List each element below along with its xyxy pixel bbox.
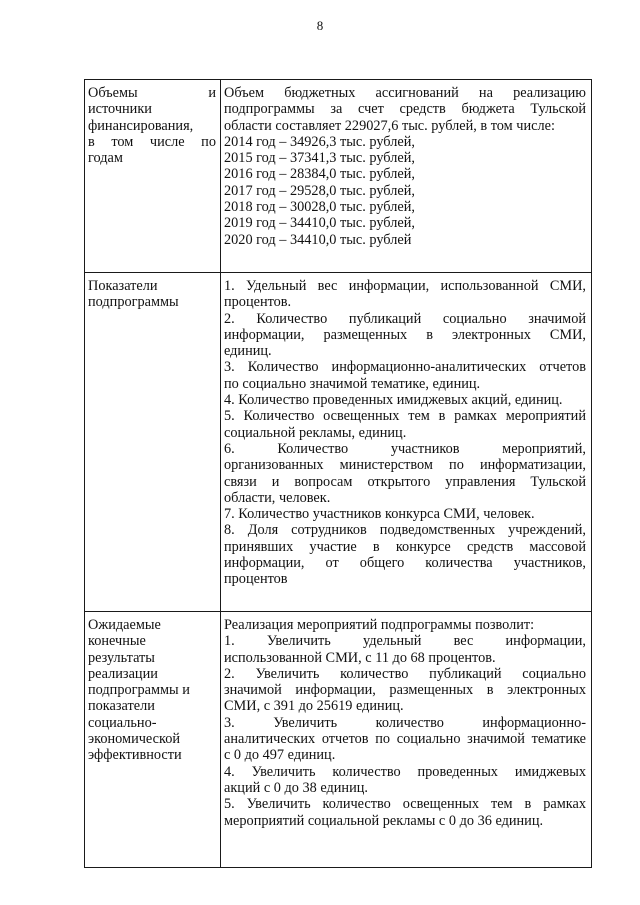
label-line: подпрограммы и [88,682,190,699]
label-line: источники [88,101,152,118]
content-line: 2017 год – 29528,0 тыс. рублей, [224,182,415,199]
label-line: Ожидаемые [88,617,161,633]
content-line: области, человек. [224,489,331,506]
content-line: 5. Количество освещенных тем в рамках мероприятий [224,408,586,425]
label-line: подпрограммы [88,294,179,311]
content-line: процентов. [224,294,292,311]
content-line: связи и вопросам открытого управления Тульской [224,473,586,490]
content-line: подпрограммы за счет средств бюджета Тульской [224,101,586,118]
row-content-indicators [221,273,592,612]
content-line: 3. Увеличить количество информационно- [224,714,586,731]
label-line: годам [88,150,123,167]
content-line: информации, от общего количества участников, [224,555,586,572]
content-line: акций с 0 до 38 единиц. [224,779,368,796]
row-label-funding [85,80,221,273]
content-line: 3. Количество информационно-аналитических отчетов [224,359,586,376]
content-line: значимой информации, размещенных в электронных [224,682,586,699]
row-content-expected-results [221,612,592,868]
content-line: 7. Количество участников конкурса СМИ, человек. [224,506,535,523]
content-line: Реализация мероприятий подпрограммы позволит: [224,617,535,633]
table-row-funding [85,80,592,273]
content-line: 1. Удельный вес информации, использованной СМИ, [224,278,586,294]
content-line: 6. Количество участников мероприятий, [224,440,586,457]
content-line: 2020 год – 34410,0 тыс. рублей [224,231,412,248]
content-line: 5. Увеличить количество освещенных тем в рамках [224,796,586,813]
label-line: Показатели [88,278,158,294]
content-line: области составляет 229027,6 тыс. рублей, в том числе: [224,117,555,134]
content-line: социальной рекламы, единиц. [224,424,407,441]
label-line: финансирования, [88,117,194,134]
label-line: реализации [88,665,158,682]
content-line: использованной СМИ, с 11 до 68 процентов. [224,649,496,666]
label-line: эффективности [88,747,182,764]
table-row-indicators [85,273,592,612]
label-line: показатели [88,698,155,715]
label-line: результаты [88,649,155,666]
content-line: 2014 год – 34926,3 тыс. рублей, [224,133,415,150]
content-line: единиц. [224,343,272,360]
content-line: 2019 год – 34410,0 тыс. рублей, [224,215,415,232]
page-number: 8 [316,18,324,33]
content-line: принявших участие в конкурсе средств массовой [224,538,586,555]
label-line: в том числе по [88,133,216,150]
row-label-indicators [85,273,221,612]
content-line: 1. Увеличить удельный вес информации, [224,633,586,650]
content-line: 4. Увеличить количество проведенных имиджевых [224,763,586,780]
label-line: социально- [88,714,157,731]
content-line: аналитических отчетов по социально значимой тематике [224,731,586,748]
content-line: 2. Количество публикаций социально значимой [224,310,586,327]
row-label-expected-results [85,612,221,868]
content-line: 2018 год – 30028,0 тыс. рублей, [224,199,415,216]
content-line: 2015 год – 37341,3 тыс. рублей, [224,150,415,167]
content-line: 2016 год – 28384,0 тыс. рублей, [224,166,415,183]
table-row-expected-results [85,612,592,868]
label-line: экономической [88,731,180,748]
content-line: мероприятий социальной рекламы с 0 до 36 единиц. [224,812,544,829]
content-line: 8. Доля сотрудников подведомственных учреждений, [224,522,586,539]
content-line: информации, размещенных в электронных СМИ, [224,326,586,343]
content-line: организованных министерством по информатизации, [224,457,586,474]
label-line: конечные [88,633,146,650]
content-line: Объем бюджетных ассигнований на реализацию [224,85,586,101]
label-line: Объемы и [88,85,216,101]
content-line: с 0 до 497 единиц. [224,747,336,764]
content-line: по социально значимой тематике, единиц. [224,375,481,392]
row-content-funding [221,80,592,273]
content-line: СМИ, с 391 до 25619 единиц. [224,698,404,715]
content-line: 4. Количество проведенных имиджевых акций, единиц. [224,392,563,409]
content-line: 2. Увеличить количество публикаций социально [224,665,586,682]
content-line: процентов [224,571,288,588]
passport-table [84,79,592,868]
